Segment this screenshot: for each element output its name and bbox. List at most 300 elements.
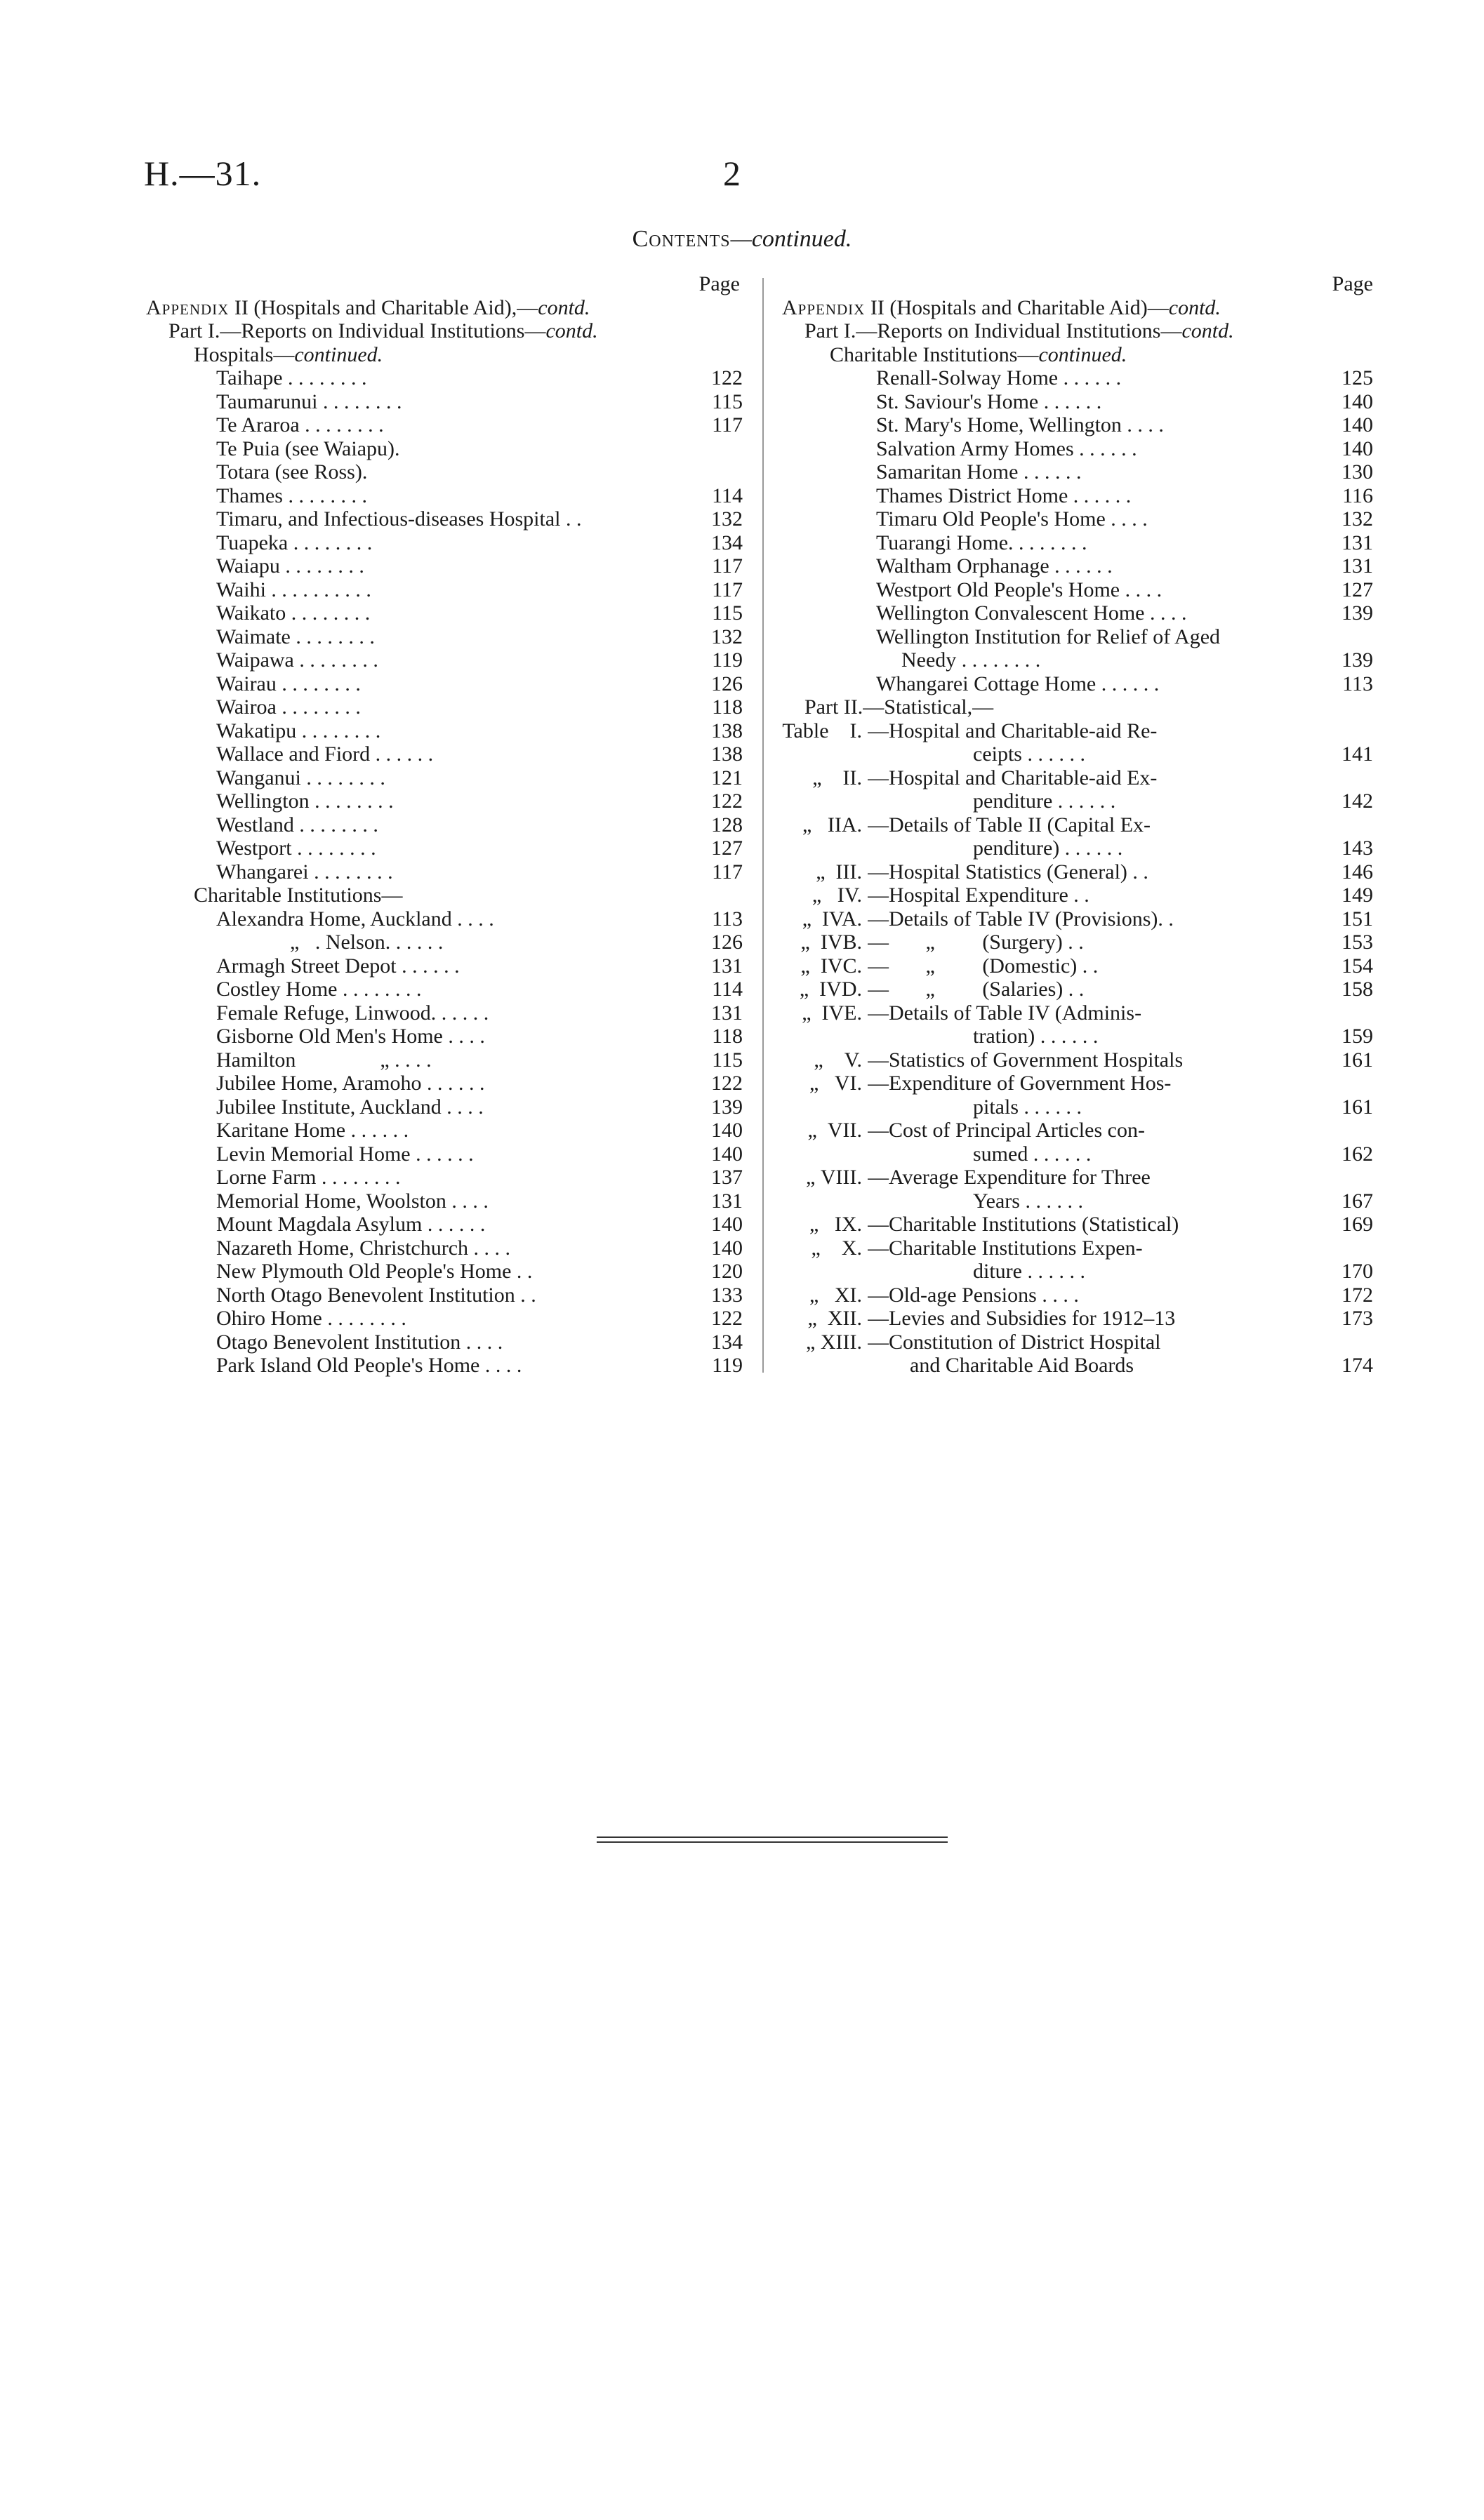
toc-entry-page: 122 — [711, 1072, 743, 1095]
toc-entry — [782, 672, 1373, 696]
leader-dots: . . . . . . . . — [296, 719, 381, 742]
table-entry-page: 173 — [1341, 1307, 1373, 1330]
toc-entry-title: Otago Benevolent Institution — [216, 1330, 461, 1354]
part-heading — [782, 319, 1373, 343]
column-divider — [762, 278, 764, 1373]
toc-entry-title: Lorne Farm — [216, 1166, 317, 1189]
table-entry-title-cont: pitals — [973, 1095, 1019, 1119]
toc-entry-title: Westland — [216, 813, 294, 836]
leader-dots: . . . . . . . . — [300, 766, 385, 789]
page-identifier: H.—31. — [144, 154, 262, 193]
toc-entry-page: 113 — [712, 907, 743, 931]
table-entry-page: 161 — [1341, 1095, 1373, 1119]
table-entry-title: —Expenditure of Government Hos- — [868, 1072, 1172, 1095]
table-entry — [782, 954, 1373, 978]
table-entry-title: —Constitution of District Hospital — [868, 1330, 1161, 1354]
leader-dots: . . . . . . . . — [282, 484, 367, 507]
table-entry — [782, 860, 1373, 884]
toc-entry — [146, 813, 743, 837]
part-contd: contd. — [1181, 319, 1234, 342]
table-entry-title-cont: penditure . . — [973, 789, 1074, 813]
part2-heading — [782, 695, 1373, 719]
leader-dots: . . . . — [446, 1189, 489, 1213]
toc-entry-title: Timaru Old People's Home — [876, 507, 1106, 531]
toc-entry-title: Wellington Institution for Relief of Aged — [876, 625, 1221, 648]
leader-dots: . . . . . . . . — [286, 601, 371, 625]
toc-entry-title: Thames District Home . . — [876, 484, 1089, 507]
toc-entry-page: 116 — [1342, 484, 1373, 507]
table-entry-number: „ IVC. — [800, 954, 862, 978]
leader-dots: . . . . — [1073, 789, 1116, 813]
toc-entry-page: 139 — [1341, 601, 1373, 625]
toc-entry — [146, 695, 743, 719]
leader-dots: . . — [511, 1260, 533, 1283]
leader-dots: . . . . . . . . — [288, 531, 373, 554]
table-entry — [782, 1307, 1373, 1331]
leader-dots: . . — [1062, 931, 1084, 954]
leader-dots: . . . . — [442, 1072, 485, 1095]
toc-entry-page: 115 — [712, 1048, 743, 1072]
table-entry-number: „ III. — [816, 860, 862, 884]
table-entry-title: —Charitable Institutions (Statistical) — [868, 1213, 1179, 1236]
table-entry-page: 169 — [1341, 1213, 1373, 1236]
toc-entry-title: Waimate — [216, 625, 291, 648]
toc-entry — [146, 931, 743, 954]
leader-dots: . . . . . . . . — [317, 389, 402, 413]
table-entry-title: —Hospital and Charitable-aid Re- — [868, 719, 1158, 742]
table-entry-title: — „ (Surgery) — [868, 931, 1063, 954]
toc-entry — [146, 1260, 743, 1284]
toc-entry-title: St. Saviour's Home — [876, 389, 1039, 413]
table-entry-continuation — [782, 1260, 1373, 1284]
toc-entry — [782, 625, 1373, 649]
table-entry-title: —Hospital Statistics (General) — [868, 860, 1127, 884]
table-entry — [782, 978, 1373, 1001]
toc-entry-title: Westport — [216, 836, 292, 860]
toc-entry-page: 134 — [711, 1330, 743, 1354]
leader-dots: . . . . — [443, 1213, 486, 1236]
toc-entry-page: 130 — [1341, 460, 1373, 484]
leader-dots: . . . . . . — [370, 742, 434, 766]
charitable-contd: continued. — [1038, 342, 1127, 366]
toc-entry-page: 119 — [712, 648, 743, 672]
toc-entry-page: 131 — [711, 1001, 743, 1025]
appendix-heading — [146, 296, 743, 320]
table-entry — [782, 907, 1373, 931]
table-entry-title-cont: and Charitable Aid Boards — [910, 1354, 1134, 1377]
toc-entry-page: 122 — [711, 789, 743, 813]
table-entry-page: 167 — [1341, 1189, 1373, 1213]
toc-entry-title: Taumarunui — [216, 389, 318, 413]
leader-dots: . . — [1077, 954, 1099, 978]
table-entry-number: „ VI. — [809, 1072, 862, 1095]
leader-dots: . . . . . . . . — [291, 836, 376, 860]
table-entry-title: —Details of Table IV (Adminis- — [868, 1001, 1142, 1025]
toc-entry — [146, 1307, 743, 1331]
contents-heading — [0, 226, 1484, 253]
leader-dots: . . . . — [1144, 601, 1187, 625]
right-column — [782, 272, 1373, 1378]
leader-dots: . . — [515, 1283, 536, 1307]
table-entry-title: —Details of Table IV (Provisions). . — [868, 907, 1174, 931]
toc-entry — [782, 531, 1373, 555]
leader-dots: . . — [560, 507, 582, 531]
table-entry — [782, 1001, 1373, 1025]
leader-dots: . . . . — [441, 1095, 484, 1119]
table-entry-number: „ IX. — [809, 1213, 862, 1236]
toc-entry-title: Waipawa — [216, 648, 294, 672]
table-entry-title-cont: Years — [973, 1189, 1020, 1213]
table-entry-continuation — [782, 836, 1373, 860]
table-entry — [782, 1072, 1373, 1095]
toc-entry — [146, 1354, 743, 1378]
toc-entry — [146, 719, 743, 743]
table-entry — [782, 1331, 1373, 1354]
toc-entry-page: 127 — [1341, 578, 1373, 601]
table-entry-title-cont: ceipts — [973, 742, 1022, 766]
toc-entry — [146, 742, 743, 766]
toc-entry-page: 137 — [711, 1166, 743, 1189]
toc-entry-page: 132 — [711, 507, 743, 531]
table-entry-continuation — [782, 742, 1373, 766]
toc-entry-title: Thames — [216, 484, 283, 507]
toc-entry-page: 115 — [712, 389, 743, 413]
hospitals-title: Hospitals— — [194, 342, 295, 366]
leader-dots: . . — [1063, 978, 1085, 1001]
leader-dots: . . . . . . . . — [293, 648, 378, 672]
table-entry-page: 161 — [1341, 1048, 1373, 1072]
table-entry-page: 153 — [1341, 931, 1373, 954]
table-entry-number: „ IVA. — [802, 907, 862, 931]
toc-entry-page: 119 — [712, 1354, 743, 1377]
toc-entry — [782, 554, 1373, 578]
toc-entry-page: 140 — [711, 1142, 743, 1166]
toc-entry-page: 131 — [1341, 554, 1373, 578]
toc-entry-title: Waihi . . — [216, 578, 287, 601]
toc-entry — [782, 601, 1373, 625]
toc-entry-page: 140 — [1341, 436, 1373, 460]
toc-entry-title: Mount Magdala Asylum . . — [216, 1213, 444, 1236]
toc-entry-title: Jubilee Home, Aramoho . . — [216, 1072, 443, 1095]
toc-entry-title: Waltham Orphanage — [876, 554, 1049, 578]
toc-entry — [146, 978, 743, 1001]
toc-entry — [146, 672, 743, 696]
table-entry-page: 162 — [1341, 1142, 1373, 1166]
toc-entry-page: 140 — [711, 1119, 743, 1142]
table-entry-continuation — [782, 1095, 1373, 1119]
table-entry-number: „ V. — [814, 1048, 862, 1072]
toc-entry-title: Karitane Home — [216, 1119, 346, 1142]
toc-entry-page: 114 — [712, 978, 743, 1001]
table-entry-title-cont: sumed — [973, 1142, 1028, 1166]
toc-entry-page: 117 — [712, 860, 743, 884]
toc-entry-title: Wallace and Fiord — [216, 742, 371, 766]
leader-dots: . . — [1068, 884, 1089, 907]
toc-entry — [146, 648, 743, 672]
table-entry-page: 170 — [1341, 1260, 1373, 1283]
toc-entry — [146, 554, 743, 578]
toc-entry-title: Armagh Street Depot — [216, 954, 397, 978]
toc-entry — [146, 766, 743, 790]
table-entry-number: „ VII. — [807, 1119, 862, 1142]
leader-dots: . . . . — [1121, 413, 1164, 436]
toc-entry — [782, 413, 1373, 437]
appendix-label: Appendix — [782, 295, 866, 319]
part-title: Part I.—Reports on Individual Institutions— — [168, 319, 546, 342]
toc-entry-title: Ohiro Home — [216, 1307, 322, 1330]
table-entry-continuation — [782, 1354, 1373, 1378]
leader-dots: . . . . . . . . — [276, 695, 361, 719]
toc-entry-title: Taihape — [216, 366, 283, 389]
toc-entry-title: Alexandra Home, Auckland — [216, 907, 452, 931]
table-entry-title-cont: tration) — [973, 1025, 1035, 1048]
leader-dots: . . . . . . . . — [316, 1166, 401, 1189]
toc-entry — [146, 1236, 743, 1260]
leader-dots: . . . . . . . . — [309, 789, 394, 813]
leader-dots: . . . . . . — [1035, 1025, 1099, 1048]
hospitals-contd: continued. — [294, 342, 383, 366]
toc-entry-title: Renall-Solway Home — [876, 366, 1059, 389]
leader-dots: . . . . — [1080, 836, 1123, 860]
toc-entry-page: 122 — [711, 1307, 743, 1330]
table-entry — [782, 884, 1373, 907]
part-title: Part I.—Reports on Individual Institutions— — [804, 319, 1182, 342]
appendix-heading — [782, 296, 1373, 320]
leader-dots: . . . . . . — [1018, 460, 1082, 484]
leader-dots: . . . . . . . . — [282, 366, 367, 389]
toc-entry-title: Wanganui — [216, 766, 301, 789]
toc-entry-title: Te Araroa — [216, 413, 300, 436]
toc-entry — [146, 1119, 743, 1142]
leader-dots: . . . . . . . . — [299, 413, 384, 436]
table-entry-title: —Average Expenditure for Three — [868, 1166, 1151, 1189]
table-entry — [782, 813, 1373, 837]
table-entry-page: 158 — [1341, 978, 1373, 1001]
appendix-label: Appendix — [146, 295, 230, 319]
toc-entry-title: Hamilton „ — [216, 1048, 390, 1072]
leader-dots: . . . . . . — [358, 978, 422, 1001]
toc-entry — [782, 366, 1373, 390]
toc-entry-title: North Otago Benevolent Institution — [216, 1283, 515, 1307]
table-entry-number: „ IV. — [811, 884, 862, 907]
leader-dots: . . . . . . . . — [308, 860, 393, 884]
closing-rule — [597, 1836, 948, 1838]
toc-entry-page: 126 — [711, 672, 743, 695]
leader-dots: . . . . — [442, 1025, 485, 1048]
table-entry — [782, 1284, 1373, 1307]
table-entry — [782, 1048, 1373, 1072]
toc-entry-title: Whangarei Cottage Home . . — [876, 672, 1118, 695]
toc-entry — [146, 1331, 743, 1354]
leader-dots: . . . . — [1089, 484, 1132, 507]
leader-dots: . . . . — [401, 931, 444, 954]
toc-entry-title: Levin Memorial Home . . — [216, 1142, 432, 1166]
toc-entry-title: Needy — [901, 648, 957, 672]
leader-dots: . . . . . . — [1028, 1142, 1092, 1166]
toc-entry — [146, 625, 743, 649]
appendix-contd: contd. — [538, 295, 590, 319]
table-entry-page: 142 — [1341, 789, 1373, 813]
contents-heading-continued: —continued. — [730, 226, 852, 252]
toc-entry — [146, 860, 743, 884]
leader-dots: . . . . . . — [1038, 389, 1102, 413]
leader-dots: . . . . . . . . — [290, 625, 375, 648]
table-entry-number: „ IIA. — [802, 813, 862, 836]
leader-dots: . . . . — [479, 1354, 522, 1377]
table-entry — [782, 1119, 1373, 1142]
toc-entry-page: 140 — [711, 1236, 743, 1260]
toc-entry-title: Tuarangi Home. . — [876, 531, 1024, 554]
leader-dots: . . . . . . — [1058, 366, 1122, 389]
toc-entry-title: Waikato — [216, 601, 286, 625]
toc-entry — [782, 460, 1373, 484]
toc-entry-page: 131 — [711, 1189, 743, 1213]
toc-entry-page: 122 — [711, 366, 743, 389]
toc-entry-page: 118 — [712, 695, 743, 719]
charitable-title: Charitable Institutions— — [830, 342, 1039, 366]
left-column — [146, 272, 743, 1378]
table-entry — [782, 931, 1373, 954]
part-heading — [146, 319, 743, 343]
toc-entry-title: Nazareth Home, Christchurch — [216, 1236, 469, 1260]
table-entry-number: „ II. — [812, 766, 862, 789]
leader-dots: . . . . . . . . — [956, 648, 1041, 672]
appendix-title: II (Hospitals and Charitable Aid),— — [229, 295, 538, 319]
table-entry-continuation — [782, 1142, 1373, 1166]
toc-entry-title: New Plymouth Old People's Home — [216, 1260, 512, 1283]
table-entry-number: „ XI. — [809, 1283, 862, 1307]
table-entry-title-cont: penditure) . . — [973, 836, 1081, 860]
leader-dots: . . . . — [446, 1001, 489, 1025]
table-entry — [782, 1213, 1373, 1236]
toc-entry-title: Jubilee Institute, Auckland — [216, 1095, 442, 1119]
leader-dots: . . . . . . — [1049, 554, 1113, 578]
leader-dots: . . . . . . — [1023, 531, 1087, 554]
toc-entry — [146, 601, 743, 625]
toc-entry — [146, 1213, 743, 1236]
table-entry-page: 143 — [1341, 836, 1373, 860]
table-entry — [782, 719, 1373, 743]
toc-entry-page: 140 — [1341, 389, 1373, 413]
leader-dots: . . . . — [451, 907, 494, 931]
table-entry-page: 159 — [1341, 1025, 1373, 1048]
toc-entry — [146, 1048, 743, 1072]
toc-entry-title: Wairau — [216, 672, 277, 695]
leader-dots: . . . . — [1036, 1283, 1079, 1307]
table-entry-title: —Charitable Institutions Expen- — [868, 1236, 1143, 1260]
toc-entry — [146, 366, 743, 390]
leader-dots: . . . . — [1094, 436, 1137, 460]
toc-entry — [146, 1025, 743, 1048]
table-entry-page: 141 — [1341, 742, 1373, 766]
table-entry-title: —Hospital Expenditure — [868, 884, 1068, 907]
toc-entry-title: „ . Nelson. . — [216, 931, 402, 954]
leader-dots: . . . . . . — [1021, 742, 1085, 766]
toc-entry-continuation — [782, 648, 1373, 672]
leader-dots: . . . . — [468, 1236, 511, 1260]
table-entry-continuation — [782, 1189, 1373, 1213]
leader-dots: . . . . . . — [1021, 1260, 1085, 1283]
part2-title: Part II.—Statistical,— — [804, 695, 994, 719]
toc-entry-title: Totara (see Ross). — [216, 460, 368, 484]
toc-entry — [146, 437, 743, 461]
leader-dots: . . . . . . . . — [293, 813, 378, 836]
toc-entry-page: 121 — [711, 766, 743, 789]
toc-entry-title: Salvation Army Homes . . — [876, 436, 1095, 460]
toc-entry-page: 117 — [712, 578, 743, 601]
table-entry-number: „ IVB. — [800, 931, 862, 954]
table-entry-title: —Statistics of Government Hospitals — [868, 1048, 1184, 1072]
toc-entry-page: 128 — [711, 813, 743, 836]
table-entry-page: 149 — [1341, 884, 1373, 907]
table-entry-page: 154 — [1341, 954, 1373, 978]
table-entry — [782, 1166, 1373, 1189]
toc-entry-title: Park Island Old People's Home — [216, 1354, 480, 1377]
contents-heading-text: Contents — [632, 226, 731, 252]
table-entry-page: 174 — [1341, 1354, 1373, 1377]
leader-dots: . . . . . . . . — [322, 1307, 406, 1330]
toc-entry-title: Whangarei — [216, 860, 309, 884]
toc-entry — [146, 836, 743, 860]
leader-dots: . . . . — [431, 1142, 474, 1166]
toc-entry-page: 120 — [711, 1260, 743, 1283]
table-entry-title: —Levies and Subsidies for 1912–13 — [868, 1307, 1176, 1330]
toc-entry — [146, 1189, 743, 1213]
table-entry-title: — „ (Salaries) — [868, 978, 1064, 1001]
toc-entry-page: 131 — [711, 954, 743, 978]
toc-entry-page: 133 — [711, 1283, 743, 1307]
table-entry-title: —Cost of Principal Articles con- — [868, 1119, 1145, 1142]
leader-dots: . . . . — [1120, 578, 1162, 601]
charitable-heading — [782, 343, 1373, 367]
table-entry-number: „ VIII. — [806, 1166, 862, 1189]
toc-entry — [146, 413, 743, 437]
toc-entry — [782, 437, 1373, 461]
toc-entry-page: 139 — [1341, 648, 1373, 672]
toc-entry — [782, 484, 1373, 508]
toc-entry-title: Memorial Home, Woolston — [216, 1189, 446, 1213]
toc-entry-page: 138 — [711, 719, 743, 742]
table-entry-title-cont: diture — [973, 1260, 1022, 1283]
leader-dots: . . . . . . — [1019, 1095, 1082, 1119]
toc-entry-page: 117 — [712, 554, 743, 578]
toc-entry-page: 114 — [712, 484, 743, 507]
table-entry-number: „ XIII. — [806, 1330, 862, 1354]
toc-entry — [146, 907, 743, 931]
toc-entry-title: Wellington Convalescent Home — [876, 601, 1145, 625]
toc-entry-page: 115 — [712, 601, 743, 625]
table-entry-continuation — [782, 789, 1373, 813]
toc-entry — [782, 390, 1373, 414]
toc-entry-title: Wairoa — [216, 695, 277, 719]
toc-entry-page: 134 — [711, 531, 743, 554]
toc-entry-title: Costley Home . . — [216, 978, 359, 1001]
toc-entry-title: Wellington — [216, 789, 310, 813]
table-entry-page: 172 — [1341, 1283, 1373, 1307]
toc-entry-title: Westport Old People's Home — [876, 578, 1120, 601]
toc-entry — [146, 1072, 743, 1095]
charitable-heading — [146, 884, 743, 907]
table-entry-page: 151 — [1341, 907, 1373, 931]
toc-entry — [146, 1001, 743, 1025]
toc-entry — [146, 578, 743, 602]
toc-entry-title: Waiapu — [216, 554, 280, 578]
leader-dots: . . . . . . . . — [286, 578, 371, 601]
toc-entry-page: 113 — [1342, 672, 1373, 695]
page-column-header: Page — [698, 272, 740, 295]
toc-entry-title: Tuapeka — [216, 531, 289, 554]
toc-entry-page: 127 — [711, 836, 743, 860]
